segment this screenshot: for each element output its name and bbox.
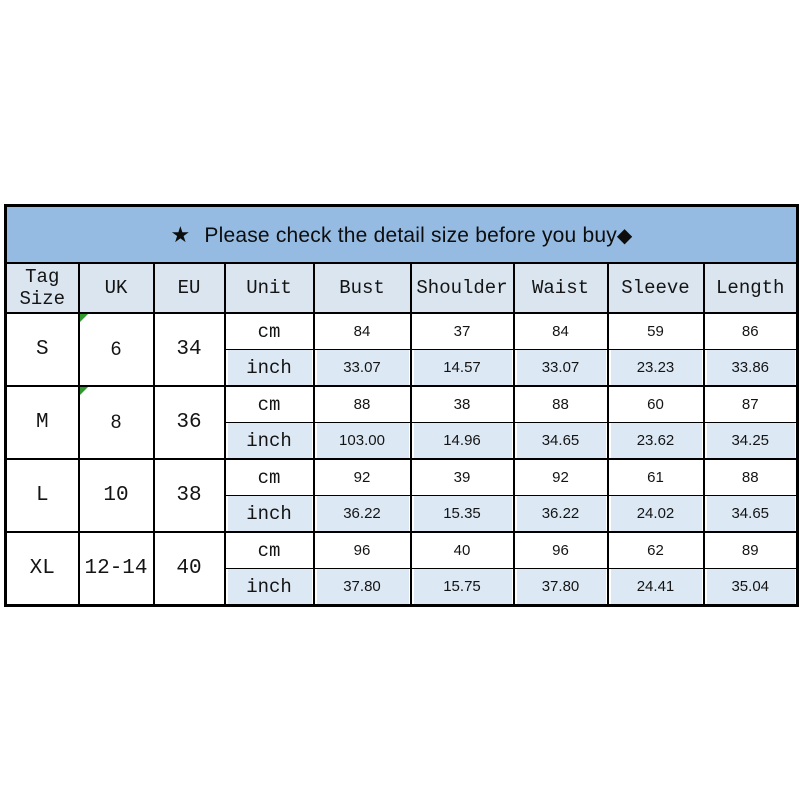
unit-cell-inch: inch: [225, 496, 314, 533]
error-flag-icon: [80, 314, 88, 322]
tag-cell-s: S: [6, 313, 79, 386]
eu-cell-m: 36: [154, 386, 225, 459]
sleeve-cm: 59: [608, 313, 704, 350]
banner-text: Please check the detail size before you buy: [204, 223, 617, 247]
length-inch: 33.86: [704, 350, 798, 387]
shoulder-cm: 37: [411, 313, 514, 350]
col-header-length: Length: [704, 263, 798, 313]
size-table: [4, 204, 799, 607]
col-header-eu: EU: [154, 263, 225, 313]
sleeve-inch: 24.41: [608, 569, 704, 606]
shoulder-inch: 15.35: [411, 496, 514, 533]
bust-inch: 36.22: [314, 496, 411, 533]
size-row-xl-cm: [6, 532, 798, 569]
uk-value: 6: [110, 338, 122, 360]
length-cm: 87: [704, 386, 798, 423]
unit-cell-inch: inch: [225, 423, 314, 460]
tag-cell-m: M: [6, 386, 79, 459]
uk-value: 8: [110, 411, 122, 433]
unit-cell-inch: inch: [225, 569, 314, 606]
uk-cell-xl: 12-14: [79, 532, 154, 606]
shoulder-cm: 39: [411, 459, 514, 496]
sleeve-cm: 61: [608, 459, 704, 496]
col-header-tag-size: Tag Size: [6, 263, 79, 313]
error-flag-icon: [80, 387, 88, 395]
col-header-unit: Unit: [225, 263, 314, 313]
length-cm: 89: [704, 532, 798, 569]
length-cm: 86: [704, 313, 798, 350]
waist-inch: 33.07: [514, 350, 608, 387]
size-row-l-cm: [6, 459, 798, 496]
shoulder-cm: 38: [411, 386, 514, 423]
bust-cm: 88: [314, 386, 411, 423]
eu-cell-xl: 40: [154, 532, 225, 606]
size-chart: [4, 204, 796, 607]
waist-cm: 88: [514, 386, 608, 423]
banner-row: [6, 206, 798, 264]
col-header-bust: Bust: [314, 263, 411, 313]
sleeve-cm: 62: [608, 532, 704, 569]
length-cm: 88: [704, 459, 798, 496]
unit-cell-cm: cm: [225, 532, 314, 569]
bust-cm: 92: [314, 459, 411, 496]
bust-inch: 37.80: [314, 569, 411, 606]
length-inch: 34.65: [704, 496, 798, 533]
tag-cell-xl: XL: [6, 532, 79, 606]
waist-inch: 36.22: [514, 496, 608, 533]
tag-cell-l: L: [6, 459, 79, 532]
waist-inch: 34.65: [514, 423, 608, 460]
length-inch: 34.25: [704, 423, 798, 460]
waist-inch: 37.80: [514, 569, 608, 606]
size-row-s-cm: [6, 313, 798, 350]
shoulder-inch: 15.75: [411, 569, 514, 606]
size-row-m-cm: [6, 386, 798, 423]
unit-cell-cm: cm: [225, 459, 314, 496]
sleeve-cm: 60: [608, 386, 704, 423]
shoulder-cm: 40: [411, 532, 514, 569]
length-inch: 35.04: [704, 569, 798, 606]
sleeve-inch: 23.23: [608, 350, 704, 387]
unit-cell-inch: inch: [225, 350, 314, 387]
uk-cell-m: [79, 386, 154, 459]
bust-cm: 96: [314, 532, 411, 569]
bust-inch: 103.00: [314, 423, 411, 460]
bust-inch: 33.07: [314, 350, 411, 387]
unit-cell-cm: cm: [225, 313, 314, 350]
col-header-waist: Waist: [514, 263, 608, 313]
col-header-sleeve: Sleeve: [608, 263, 704, 313]
uk-cell-l: 10: [79, 459, 154, 532]
col-header-uk: UK: [79, 263, 154, 313]
sleeve-inch: 23.62: [608, 423, 704, 460]
column-header-row: [6, 263, 798, 313]
eu-cell-l: 38: [154, 459, 225, 532]
eu-cell-s: 34: [154, 313, 225, 386]
star-icon: ★: [170, 221, 191, 247]
waist-cm: 96: [514, 532, 608, 569]
banner: [6, 206, 798, 264]
waist-cm: 84: [514, 313, 608, 350]
waist-cm: 92: [514, 459, 608, 496]
diamond-icon: ◆: [616, 224, 633, 247]
col-header-shoulder: Shoulder: [411, 263, 514, 313]
shoulder-inch: 14.57: [411, 350, 514, 387]
unit-cell-cm: cm: [225, 386, 314, 423]
uk-cell-s: [79, 313, 154, 386]
shoulder-inch: 14.96: [411, 423, 514, 460]
bust-cm: 84: [314, 313, 411, 350]
sleeve-inch: 24.02: [608, 496, 704, 533]
